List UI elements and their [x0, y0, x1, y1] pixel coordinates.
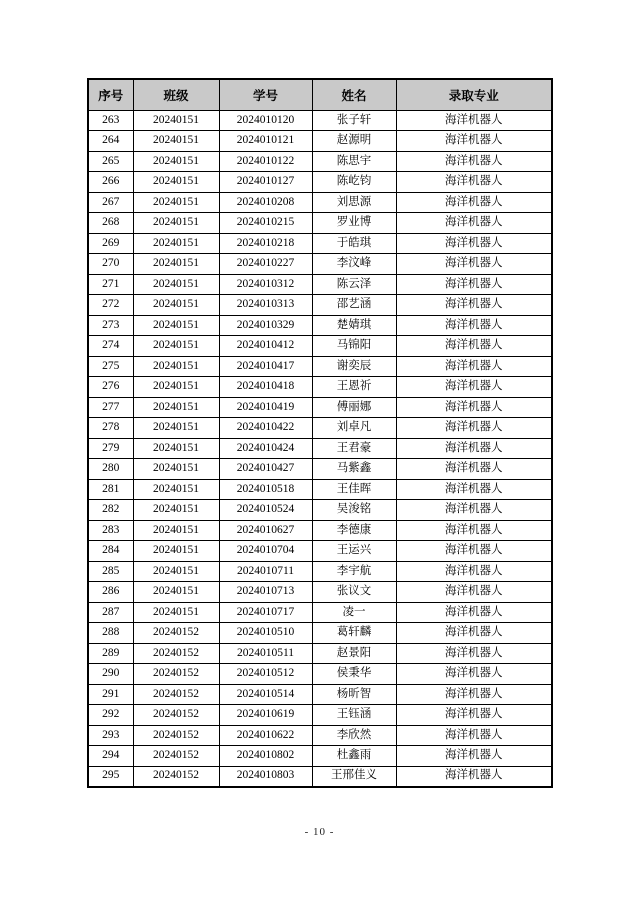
table-cell: 20240151	[133, 541, 219, 562]
table-cell: 王恩祈	[312, 377, 396, 398]
table-cell: 20240152	[133, 643, 219, 664]
table-row	[88, 233, 552, 254]
admission-roster-table	[87, 78, 553, 788]
table-cell: 陈屹钧	[312, 172, 396, 193]
table-cell: 2024010622	[219, 725, 312, 746]
table-cell: 陈云泽	[312, 274, 396, 295]
table-cell: 海洋机器人	[396, 233, 552, 254]
table-cell: 海洋机器人	[396, 274, 552, 295]
table-cell: 276	[88, 377, 133, 398]
table-cell: 20240151	[133, 110, 219, 131]
table-cell: 2024010713	[219, 582, 312, 603]
table-cell: 20240151	[133, 418, 219, 439]
table-cell: 20240152	[133, 684, 219, 705]
table-cell: 海洋机器人	[396, 213, 552, 234]
table-cell: 20240151	[133, 315, 219, 336]
table-cell: 侯秉华	[312, 664, 396, 685]
table-cell: 275	[88, 356, 133, 377]
table-cell: 291	[88, 684, 133, 705]
table-cell: 281	[88, 479, 133, 500]
table-cell: 20240152	[133, 725, 219, 746]
table-cell: 20240151	[133, 356, 219, 377]
table-row	[88, 643, 552, 664]
table-row	[88, 295, 552, 316]
table-cell: 海洋机器人	[396, 684, 552, 705]
column-header: 录取专业	[396, 79, 552, 110]
table-row	[88, 582, 552, 603]
table-cell: 王佳晖	[312, 479, 396, 500]
table-row	[88, 192, 552, 213]
table-cell: 李欣然	[312, 725, 396, 746]
table-cell: 杜鑫雨	[312, 746, 396, 767]
table-row	[88, 336, 552, 357]
table-cell: 282	[88, 500, 133, 521]
column-header: 序号	[88, 79, 133, 110]
table-cell: 292	[88, 705, 133, 726]
table-cell: 20240152	[133, 664, 219, 685]
table-row	[88, 131, 552, 152]
table-row	[88, 151, 552, 172]
table-cell: 2024010512	[219, 664, 312, 685]
table-cell: 赵景阳	[312, 643, 396, 664]
table-cell: 2024010127	[219, 172, 312, 193]
table-cell: 20240151	[133, 131, 219, 152]
table-row	[88, 684, 552, 705]
table-cell: 2024010329	[219, 315, 312, 336]
table-cell: 葛轩麟	[312, 623, 396, 644]
table-cell: 20240151	[133, 213, 219, 234]
table-cell: 海洋机器人	[396, 377, 552, 398]
table-cell: 279	[88, 438, 133, 459]
table-cell: 海洋机器人	[396, 397, 552, 418]
table-cell: 海洋机器人	[396, 295, 552, 316]
table-cell: 294	[88, 746, 133, 767]
table-cell: 20240151	[133, 479, 219, 500]
table-cell: 20240151	[133, 192, 219, 213]
table-cell: 2024010313	[219, 295, 312, 316]
table-cell: 277	[88, 397, 133, 418]
table-cell: 海洋机器人	[396, 438, 552, 459]
table-cell: 20240151	[133, 438, 219, 459]
table-cell: 2024010704	[219, 541, 312, 562]
table-row	[88, 766, 552, 787]
table-cell: 278	[88, 418, 133, 439]
table-cell: 海洋机器人	[396, 643, 552, 664]
column-header: 学号	[219, 79, 312, 110]
table-cell: 李宇航	[312, 561, 396, 582]
table-cell: 2024010419	[219, 397, 312, 418]
table-cell: 李德康	[312, 520, 396, 541]
table-cell: 20240151	[133, 172, 219, 193]
table-cell: 20240152	[133, 746, 219, 767]
table-row	[88, 418, 552, 439]
table-cell: 马锦阳	[312, 336, 396, 357]
table-cell: 海洋机器人	[396, 520, 552, 541]
table-cell: 海洋机器人	[396, 582, 552, 603]
table-cell: 海洋机器人	[396, 131, 552, 152]
table-row	[88, 520, 552, 541]
table-cell: 海洋机器人	[396, 110, 552, 131]
table-row	[88, 274, 552, 295]
table-cell: 2024010427	[219, 459, 312, 480]
table-cell: 2024010412	[219, 336, 312, 357]
table-row	[88, 438, 552, 459]
table-cell: 海洋机器人	[396, 500, 552, 521]
table-row	[88, 254, 552, 275]
table-cell: 凌一	[312, 602, 396, 623]
table-cell: 2024010418	[219, 377, 312, 398]
table-cell: 赵源明	[312, 131, 396, 152]
table-cell: 海洋机器人	[396, 623, 552, 644]
table-cell: 285	[88, 561, 133, 582]
table-row	[88, 746, 552, 767]
table-cell: 2024010510	[219, 623, 312, 644]
table-cell: 263	[88, 110, 133, 131]
table-cell: 272	[88, 295, 133, 316]
table-cell: 刘思源	[312, 192, 396, 213]
table-row	[88, 705, 552, 726]
table-row	[88, 377, 552, 398]
table-body	[88, 110, 552, 787]
table-cell: 2024010422	[219, 418, 312, 439]
table-cell: 269	[88, 233, 133, 254]
column-header: 班级	[133, 79, 219, 110]
table-cell: 20240151	[133, 582, 219, 603]
table-cell: 2024010208	[219, 192, 312, 213]
table-cell: 20240151	[133, 233, 219, 254]
table-cell: 2024010424	[219, 438, 312, 459]
table-cell: 马紫鑫	[312, 459, 396, 480]
table-cell: 海洋机器人	[396, 459, 552, 480]
table-row	[88, 500, 552, 521]
table-cell: 283	[88, 520, 133, 541]
table-cell: 于皓琪	[312, 233, 396, 254]
table-cell: 293	[88, 725, 133, 746]
table-cell: 2024010619	[219, 705, 312, 726]
table-cell: 楚婧琪	[312, 315, 396, 336]
table-cell: 288	[88, 623, 133, 644]
table-cell: 271	[88, 274, 133, 295]
table-cell: 罗业博	[312, 213, 396, 234]
table-row	[88, 397, 552, 418]
table-cell: 2024010717	[219, 602, 312, 623]
column-header: 姓名	[312, 79, 396, 110]
table-row	[88, 213, 552, 234]
table-cell: 286	[88, 582, 133, 603]
table-cell: 295	[88, 766, 133, 787]
table-cell: 邵艺涵	[312, 295, 396, 316]
table-header	[88, 79, 552, 110]
table-cell: 海洋机器人	[396, 664, 552, 685]
table-cell: 20240151	[133, 602, 219, 623]
table-cell: 264	[88, 131, 133, 152]
table-cell: 2024010802	[219, 746, 312, 767]
table-cell: 267	[88, 192, 133, 213]
table-cell: 2024010627	[219, 520, 312, 541]
page-number: - 10 -	[304, 826, 335, 838]
table-cell: 海洋机器人	[396, 766, 552, 787]
table-row	[88, 664, 552, 685]
table-cell: 2024010417	[219, 356, 312, 377]
table-cell: 海洋机器人	[396, 254, 552, 275]
table-cell: 2024010121	[219, 131, 312, 152]
table-row	[88, 110, 552, 131]
table-cell: 270	[88, 254, 133, 275]
table-cell: 海洋机器人	[396, 172, 552, 193]
table-cell: 2024010514	[219, 684, 312, 705]
table-row	[88, 725, 552, 746]
table-cell: 海洋机器人	[396, 192, 552, 213]
table-cell: 266	[88, 172, 133, 193]
table-cell: 20240151	[133, 336, 219, 357]
table-row	[88, 172, 552, 193]
table-cell: 海洋机器人	[396, 561, 552, 582]
table-row	[88, 315, 552, 336]
table-cell: 20240151	[133, 295, 219, 316]
table-cell: 王运兴	[312, 541, 396, 562]
table-cell: 287	[88, 602, 133, 623]
table-cell: 273	[88, 315, 133, 336]
table-cell: 海洋机器人	[396, 725, 552, 746]
table-cell: 2024010518	[219, 479, 312, 500]
table-cell: 20240151	[133, 151, 219, 172]
table-cell: 280	[88, 459, 133, 480]
table-row	[88, 356, 552, 377]
table-cell: 2024010215	[219, 213, 312, 234]
table-cell: 20240151	[133, 254, 219, 275]
table-cell: 2024010312	[219, 274, 312, 295]
table-cell: 张子轩	[312, 110, 396, 131]
table-row	[88, 602, 552, 623]
table-cell: 20240151	[133, 377, 219, 398]
table-cell: 20240152	[133, 705, 219, 726]
table-cell: 海洋机器人	[396, 479, 552, 500]
table-cell: 李汶峰	[312, 254, 396, 275]
table-cell: 吴浚铭	[312, 500, 396, 521]
table-cell: 陈思宇	[312, 151, 396, 172]
table-row	[88, 561, 552, 582]
table-cell: 20240151	[133, 274, 219, 295]
table-cell: 265	[88, 151, 133, 172]
table-cell: 海洋机器人	[396, 602, 552, 623]
table-cell: 2024010524	[219, 500, 312, 521]
table-cell: 20240152	[133, 766, 219, 787]
table-cell: 海洋机器人	[396, 356, 552, 377]
table-cell: 王君豪	[312, 438, 396, 459]
table-cell: 2024010122	[219, 151, 312, 172]
table-cell: 290	[88, 664, 133, 685]
table-row	[88, 479, 552, 500]
table-cell: 274	[88, 336, 133, 357]
table-cell: 海洋机器人	[396, 418, 552, 439]
table-cell: 傅丽娜	[312, 397, 396, 418]
table-cell: 20240152	[133, 623, 219, 644]
table-header-row	[88, 79, 552, 110]
table-cell: 张议文	[312, 582, 396, 603]
table-cell: 20240151	[133, 397, 219, 418]
table-cell: 海洋机器人	[396, 151, 552, 172]
table-cell: 海洋机器人	[396, 315, 552, 336]
table-cell: 海洋机器人	[396, 705, 552, 726]
table-cell: 2024010711	[219, 561, 312, 582]
table-cell: 2024010218	[219, 233, 312, 254]
table-cell: 王钰涵	[312, 705, 396, 726]
table-cell: 2024010511	[219, 643, 312, 664]
table-cell: 2024010803	[219, 766, 312, 787]
table-cell: 海洋机器人	[396, 336, 552, 357]
table-cell: 20240151	[133, 500, 219, 521]
table-cell: 王邢佳义	[312, 766, 396, 787]
table-cell: 268	[88, 213, 133, 234]
table-cell: 284	[88, 541, 133, 562]
table-cell: 杨昕智	[312, 684, 396, 705]
table-cell: 刘卓凡	[312, 418, 396, 439]
table-cell: 谢奕辰	[312, 356, 396, 377]
table-cell: 2024010120	[219, 110, 312, 131]
table-row	[88, 459, 552, 480]
table-cell: 20240151	[133, 561, 219, 582]
table-row	[88, 541, 552, 562]
table-cell: 海洋机器人	[396, 746, 552, 767]
table-cell: 2024010227	[219, 254, 312, 275]
table-cell: 20240151	[133, 520, 219, 541]
table-cell: 289	[88, 643, 133, 664]
table-row	[88, 623, 552, 644]
table-cell: 海洋机器人	[396, 541, 552, 562]
table-cell: 20240151	[133, 459, 219, 480]
